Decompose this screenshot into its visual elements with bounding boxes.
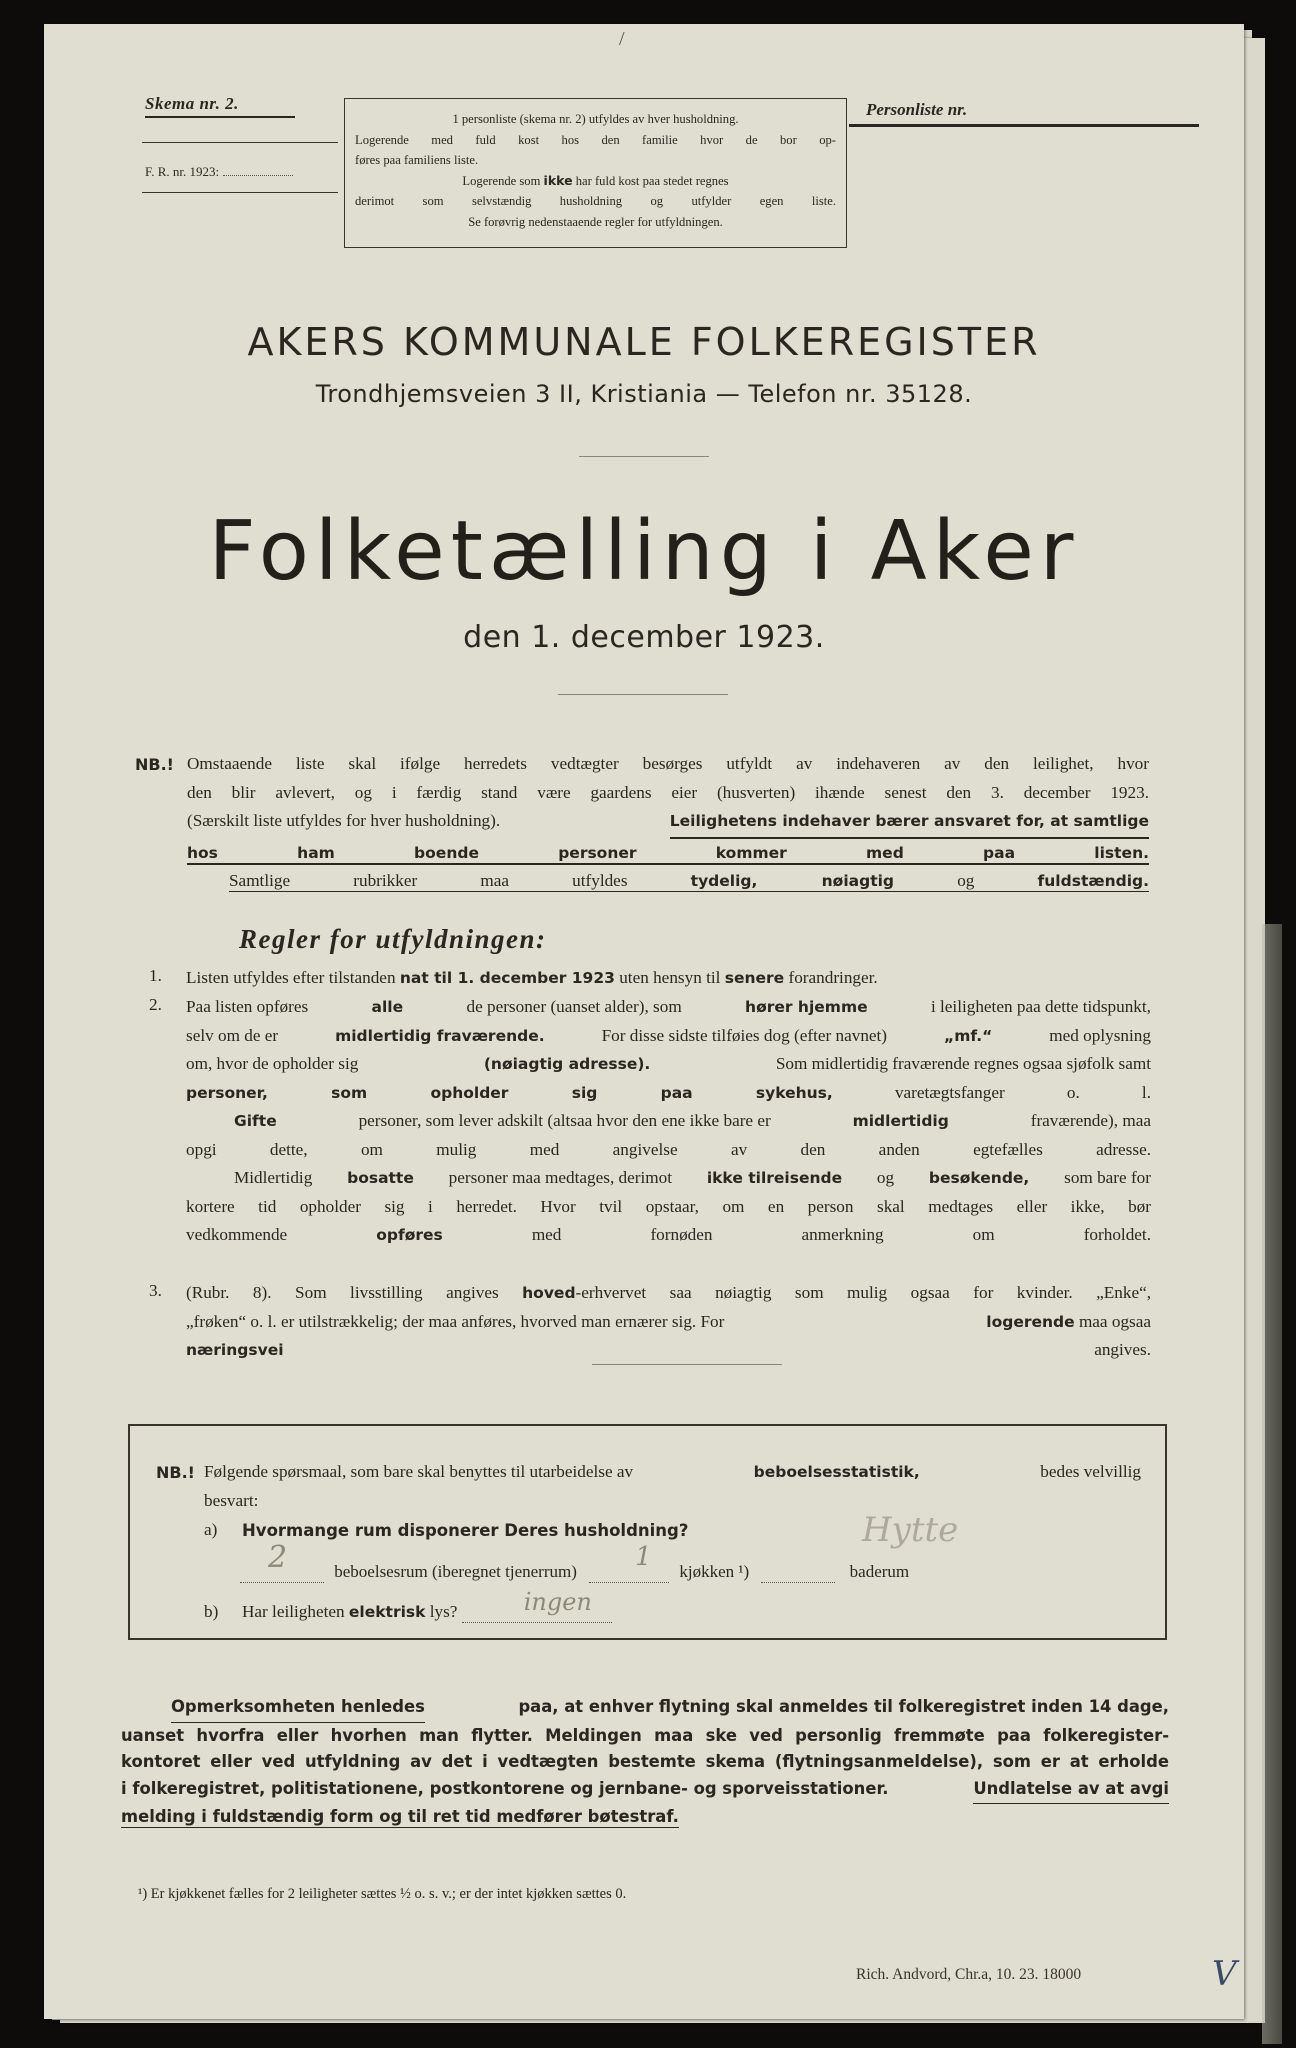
instruction-box [344,98,847,248]
skema-number: Skema nr. 2. [145,94,239,113]
personliste-number: Personliste nr. [866,100,968,119]
header-rule-2 [142,192,338,193]
top-pen-mark: / [619,28,625,50]
document-page [44,24,1244,2019]
census-date: den 1. december 1923. [463,620,825,655]
nb-paragraph [187,750,1149,896]
info-line-4: Logerende som ikke har fuld kost paa stedet regnes [462,172,729,188]
rule-number-3: 3. [149,1281,162,1300]
bath-field[interactable] [761,1562,835,1583]
kitchen-field[interactable] [589,1542,669,1583]
separator [558,694,728,695]
header-rule [142,142,338,143]
info-line-3: føres paa familiens liste. [355,153,479,167]
nb2-label: NB.! [156,1463,195,1482]
kitchen-label: kjøkken ¹) [679,1562,750,1581]
organization-title: AKERS KOMMUNALE FOLKEREGISTER [247,320,1041,364]
rules-title: Regler for utfyldningen: [239,924,547,954]
nb-label: NB.! [135,755,174,774]
personliste-rule [849,124,1199,127]
separator [592,1364,782,1365]
pencil-check-mark: V [1212,1954,1237,1994]
fr-dotted-line [223,175,293,176]
address-line: Trondhjemsveien 3 II, Kristiania — Telefon nr. 35128. [315,380,973,408]
page-fold-shadow [1262,924,1282,2044]
skema-underline [145,116,295,118]
rooms-field[interactable] [240,1540,324,1583]
moving-notice: Opmerksomheten henledes paa, at enhver flytning skal anmeldes til folkeregistret inden 14 dage, uanset hvorfra eller hvorhen man flytter. Meldingen maa ske ved personlig fremmøte paa folkeregister- kontoret eller ved utfyldning av det i vedtægten bestemte skema (flytningsanmeldelse), som er at erholde i folkeregistret, politistationene, postkontorene og jernbane- og sporveisstationer. Undlatelse av at avgi melding i fuldstændig form og til ret tid medfører bøtestraf. [121,1694,1169,1831]
rooms-row [240,1540,910,1583]
rule-1: Listen utfyldes efter tilstanden nat til 1. december 1923 uten hensyn til senere forandringer. [186,968,878,987]
nb-line-3: (Særskilt liste utfyldes for hver husholdning). Leilighetens indehaver bærer ansvaret for, at samtlige [187,807,1149,839]
nb-line-4: hos ham boende personer kommer med paa listen. [187,839,1149,868]
question-b: Har leiligheten elektrisk lys? ingen [242,1602,612,1623]
question-a: Hvormange rum disponerer Deres husholdning? [242,1521,689,1540]
rule-2: Paa listen opføres alle de personer (uanset alder), som hører hjemme i leiligheten paa dette tidspunkt, selv om de er midlertidig fraværende. For disse sidste tilføies dog (efter navnet) „mf.“ med oplysning om, hvor de opholder sig (nøiagtig adresse). Som midlertidig fraværende regnes ogsaa sjøfolk samt personer, som opholder sig paa sykehus, varetægtsfanger o. l. Gifte personer, som lever adskilt (altsaa hvor den ene ikke bare er midlertidig fraværende), maa opgi dette, om mulig med angivelse av den anden egtefælles adresse. Midlertidig bosatte personer maa medtages, derimot ikke tilreisende og besøkende, som bare for kortere tid opholder sig i herredet. Hvor tvil opstaar, om en person skal medtages eller ikke, bør vedkommende opføres med fornøden anmerkning om forholdet. [186,997,1151,1244]
bath-label: baderum [849,1562,910,1581]
info-line-2: Logerende med fuld kost hos den familie hvor de bor op- [355,132,836,147]
rule-3: (Rubr. 8). Som livsstilling angives hoved-erhvervet saa nøiagtig som mulig ogsaa for kvinder. „Enke“, „frøken“ o. l. er utilstrækkelig; der maa anføres, hvorved man ernærer sig. For logerende maa ogsaa næringsvei angives. [186,1283,1152,1359]
main-title: Folketælling i Aker [208,504,1080,599]
electric-field[interactable] [462,1588,612,1623]
info-line-5: derimot som selvstændig husholdning og utfylder egen liste. [355,194,836,208]
handwritten-note: Hytte [862,1510,959,1550]
nb-line-2: den blir avlevert, og i færdig stand være gaardens eier (husverten) ihænde senest den 3. december 1923. [187,782,1149,802]
printer-imprint: Rich. Andvord, Chr.a, 10. 23. 18000 [856,1966,1082,1983]
fr-number-field [145,164,293,180]
separator [579,456,709,457]
info-line-1: 1 personliste (skema nr. 2) utfyldes av hver husholdning. [452,112,739,126]
rooms-value: 2 [268,1540,288,1575]
nb-responsibility: Leilighetens indehaver bærer ansvaret for, at samtlige [670,807,1149,839]
electric-answer: ingen [523,1588,592,1616]
info-ikke: ikke [543,172,573,188]
nb-line-5: Samtlige rubrikker maa utfyldes tydelig, nøiagtig og fuldstændig. [229,871,1150,890]
rule-number-2: 2. [149,995,162,1014]
fr-label: F. R. nr. 1923: [145,164,220,179]
question-a-label: a) [204,1520,218,1539]
rooms-label: beboelsesrum (iberegnet tjenerrum) [334,1562,577,1581]
nb2-intro: Følgende spørsmaal, som bare skal benyttes til utarbeidelse av beboelsesstatistik, bedes velvillig besvart: [204,1462,1141,1510]
question-b-label: b) [204,1602,219,1621]
rule-number-1: 1. [149,966,162,985]
kitchen-value: 1 [635,1542,652,1572]
info-line-6: Se forøvrig nedenstaaende regler for utfyldningen. [468,214,723,229]
footnote: ¹) Er kjøkkenet fælles for 2 leiligheter sættes ½ o. s. v.; er der intet kjøkken sættes 0. [138,1886,627,1902]
nb-line-1: Omstaaende liste skal ifølge herredets vedtægter besørges utfyldt av indehaveren av den leilighet, hvor [187,754,1149,773]
